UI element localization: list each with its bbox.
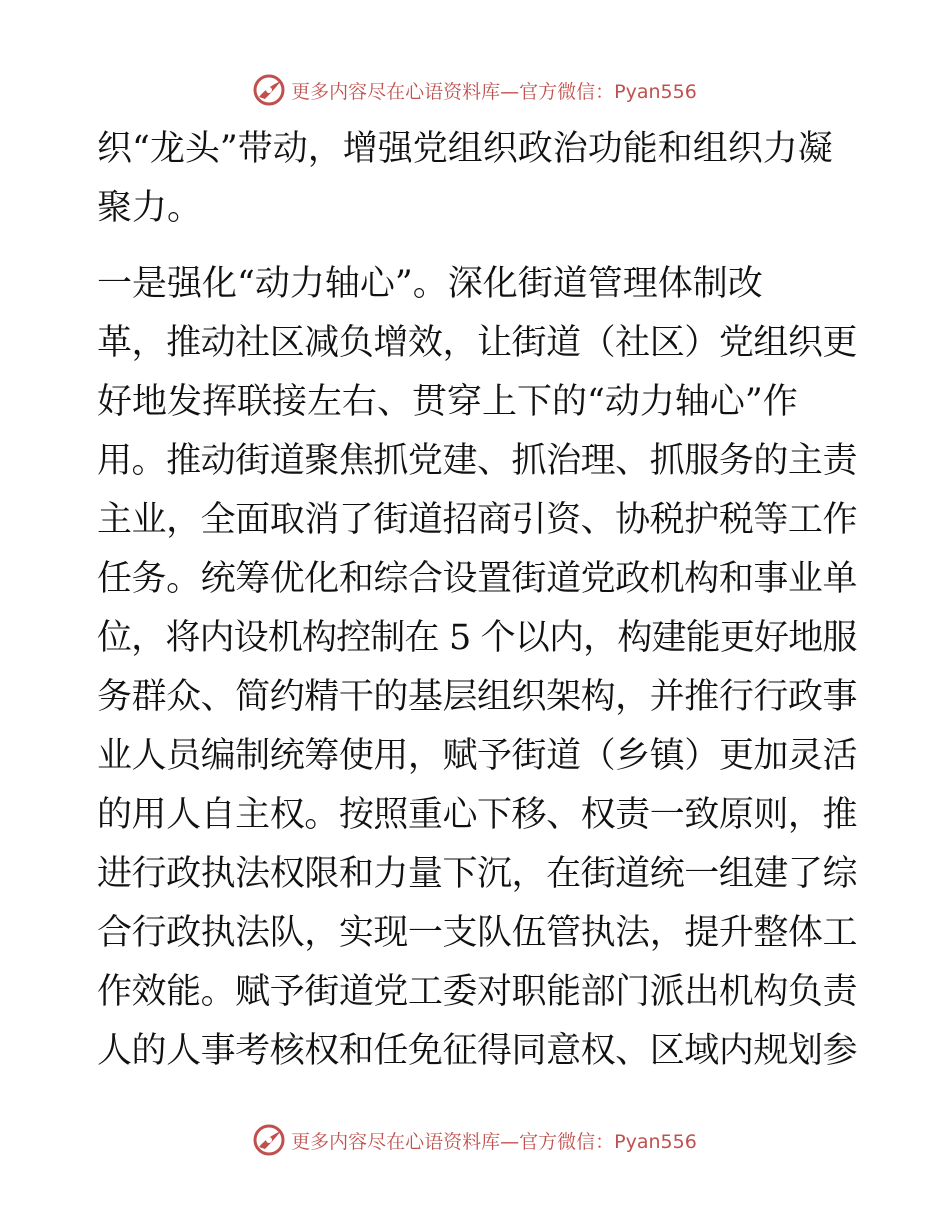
text-line: 位，将内设机构控制在 5 个以内，构建能更好地服: [97, 618, 857, 658]
text-line: 的用人自主权。按照重心下移、权责一致原则，推: [97, 795, 857, 835]
text-line: 务群众、简约精干的基层组织架构，并推行行政事: [97, 677, 857, 717]
text-line: 作效能。赋予街道党工委对职能部门派出机构负责: [97, 972, 857, 1012]
pen-logo-icon: [253, 1123, 287, 1157]
text-line: 用。推动街道聚焦抓党建、抓治理、抓服务的主责: [97, 441, 857, 481]
watermark-text: 更多内容尽在心语资料库—官方微信：Pyan556: [291, 80, 697, 103]
text-line: 人的人事考核权和任免征得同意权、区域内规划参: [97, 1031, 857, 1071]
paragraph-1: [97, 120, 857, 238]
text-line: 革，推动社区减负增效，让街道（社区）党组织更: [97, 323, 857, 363]
text-line: 织“龙头”带动，增强党组织政治功能和组织力凝: [97, 129, 833, 169]
text-line: 一是强化“动力轴心”。深化街道管理体制改: [97, 264, 763, 304]
watermark-text: 更多内容尽在心语资料库—官方微信：Pyan556: [291, 1130, 697, 1153]
pen-logo-icon: [253, 73, 287, 107]
text-line: 合行政执法队，实现一支队伍管执法，提升整体工: [97, 913, 857, 953]
paragraph-2: [97, 255, 857, 1081]
footer-watermark: [0, 1120, 950, 1160]
text-line: 进行政执法权限和力量下沉，在街道统一组建了综: [97, 854, 857, 894]
text-line: 聚力。: [97, 188, 203, 228]
text-line: 好地发挥联接左右、贯穿上下的“动力轴心”作: [97, 382, 798, 422]
text-line: 业人员编制统筹使用，赋予街道（乡镇）更加灵活: [97, 736, 857, 776]
header-watermark: [0, 70, 950, 110]
document-body: [97, 120, 857, 1081]
text-line: 主业，全面取消了街道招商引资、协税护税等工作: [97, 500, 857, 540]
text-line: 任务。统筹优化和综合设置街道党政机构和事业单: [97, 559, 857, 599]
